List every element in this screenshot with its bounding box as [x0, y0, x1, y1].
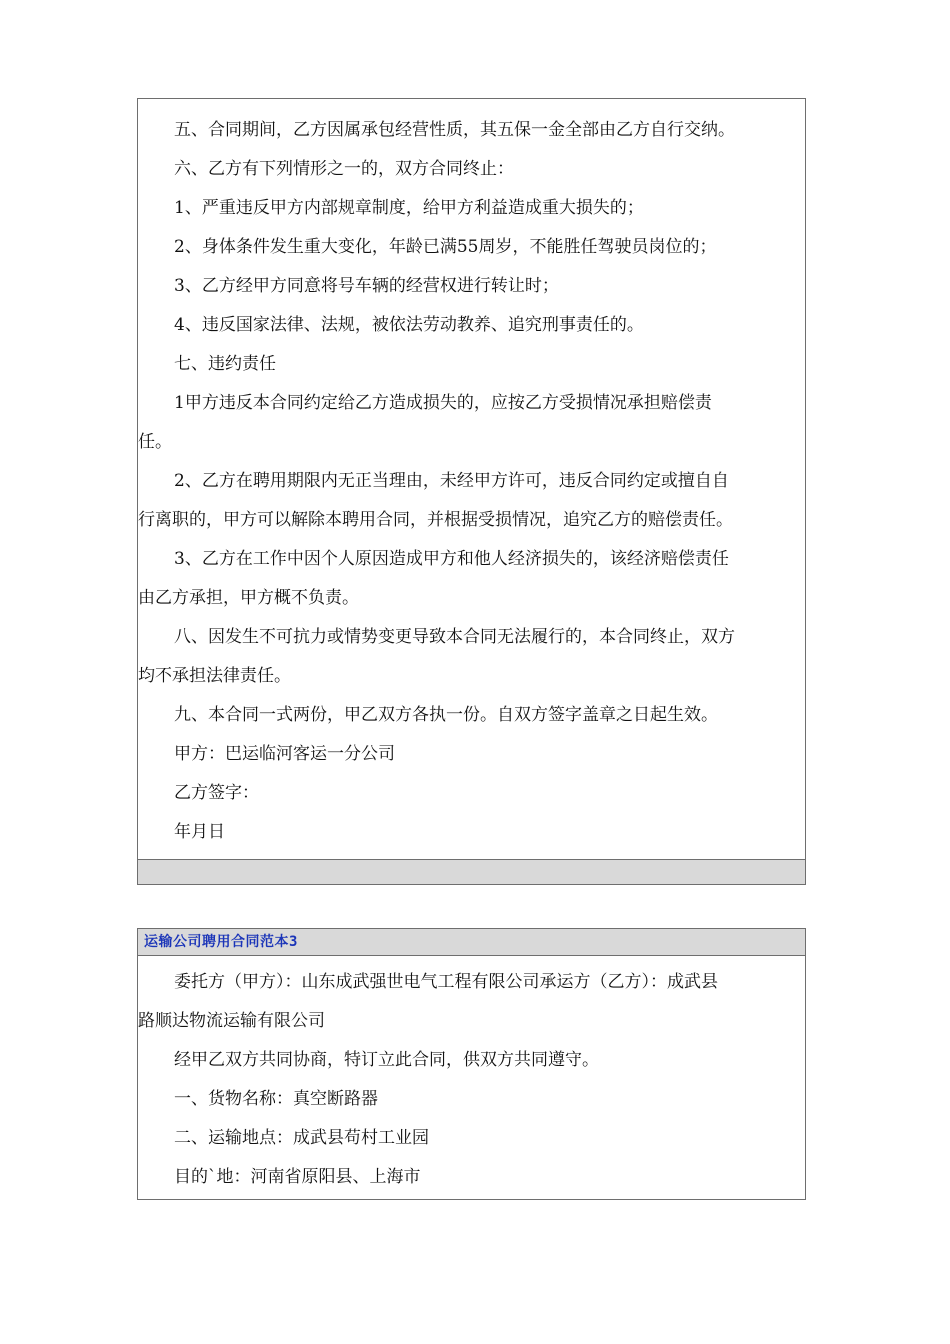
clause-line: 3、乙方经甲方同意将号车辆的经营权进行转让时；	[174, 276, 559, 296]
section-header-band	[138, 929, 805, 956]
clause-line: 1、严重违反甲方内部规章制度，给甲方利益造成重大损失的；	[174, 198, 644, 218]
party-a-line: 甲方：巴运临河客运一分公司	[174, 744, 395, 764]
clause-line: 二、运输地点：成武县苟村工业园	[174, 1128, 429, 1148]
party-b-signature-line: 乙方签字：	[174, 783, 259, 803]
liability-clause-1: 1甲方违反本合同约定给乙方造成损失的，应按乙方受损情况承担赔偿责	[174, 393, 712, 413]
date-line: 年月日	[174, 822, 225, 842]
liability-clause-3-cont: 由乙方承担，甲方概不负责。	[138, 588, 359, 608]
contract-section-box	[137, 98, 806, 885]
contract-template-content	[138, 963, 805, 1197]
section-title: 运输公司聘用合同范本3	[144, 934, 298, 950]
clause-line: 2、身体条件发生重大变化，年龄已满55周岁，不能胜任驾驶员岗位的；	[174, 237, 717, 257]
clause-line: 六、乙方有下列情形之一的，双方合同终止：	[174, 159, 514, 179]
force-majeure-clause: 八、因发生不可抗力或情势变更导致本合同无法履行的，本合同终止，双方	[174, 627, 735, 647]
contract-template-box	[137, 928, 806, 1200]
liability-clause-2: 2、乙方在聘用期限内无正当理由，未经甲方许可，违反合同约定或擅自自	[174, 471, 729, 491]
force-majeure-clause-cont: 均不承担法律责任。	[138, 666, 291, 686]
liability-clause-1-cont: 任。	[138, 432, 172, 452]
section-footer-band	[138, 859, 805, 884]
liability-clause-3: 3、乙方在工作中因个人原因造成甲方和他人经济损失的，该经济赔偿责任	[174, 549, 729, 569]
clause-line: 4、违反国家法律、法规，被依法劳动教养、追究刑事责任的。	[174, 315, 644, 335]
parties-line: 委托方（甲方）：山东成武强世电气工程有限公司承运方（乙方）：成武县	[174, 972, 718, 992]
copies-clause: 九、本合同一式两份，甲乙双方各执一份。自双方签字盖章之日起生效。	[174, 705, 718, 725]
clause-line: 经甲乙双方共同协商，特订立此合同，供双方共同遵守。	[174, 1050, 599, 1070]
clause-line: 五、合同期间，乙方因属承包经营性质，其五保一金全部由乙方自行交纳。	[174, 120, 735, 140]
clause-line: 一、货物名称：真空断路器	[174, 1089, 378, 1109]
parties-line-cont: 路顺达物流运输有限公司	[138, 1011, 325, 1031]
liability-clause-2-cont: 行离职的，甲方可以解除本聘用合同，并根据受损情况，追究乙方的赔偿责任。	[138, 510, 733, 530]
clause-line: 目的`地：河南省原阳县、上海市	[174, 1167, 421, 1187]
contract-section-content	[138, 111, 805, 852]
clause-heading: 七、违约责任	[174, 354, 276, 374]
